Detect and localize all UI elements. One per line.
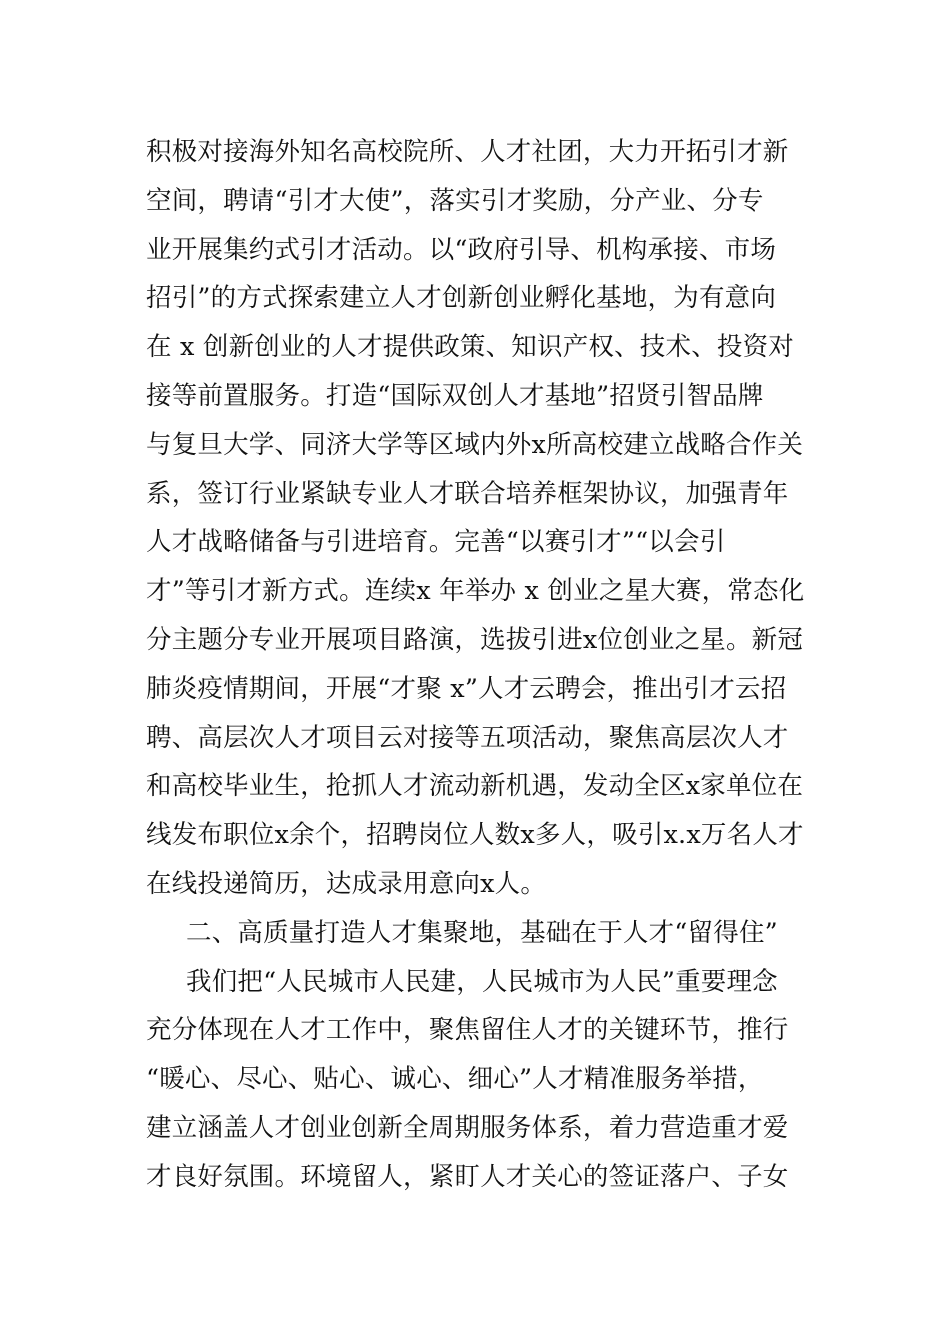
paragraph-1-line-4: 招引”的方式探索建立人才创新创业孵化基地，为有意向: [146, 283, 777, 314]
paragraph-1-line-14: 和高校毕业生，抢抓人才流动新机遇，发动全区x家单位在: [146, 771, 804, 802]
paragraph-1-line-13: 聘、高层次人才项目云对接等五项活动，聚焦高层次人才: [146, 722, 789, 753]
paragraph-1-line-11: 分主题分专业开展项目路演，选拔引进x位创业之星。新冠: [146, 624, 804, 655]
paragraph-1-line-5: 在 x 创新创业的人才提供政策、知识产权、技术、投资对: [146, 332, 794, 363]
paragraph-2-line-1: 我们把“人民城市人民建，人民城市为人民”重要理念: [186, 966, 778, 997]
paragraph-1-line-16: 在线投递简历，达成录用意向x人。: [146, 868, 547, 899]
paragraph-2-line-4: 建立涵盖人才创业创新全周期服务体系，着力营造重才爱: [146, 1112, 789, 1143]
section-heading: 二、高质量打造人才集聚地，基础在于人才“留得住”: [186, 917, 778, 948]
paragraph-2-line-3: “暖心、尽心、贴心、诚心、细心”人才精准服务举措，: [146, 1064, 764, 1095]
paragraph-1-line-2: 空间，聘请“引才大使”，落实引才奖励，分产业、分专: [146, 185, 764, 216]
paragraph-1-line-8: 系，签订行业紧缺专业人才联合培养框架协议，加强青年: [146, 478, 789, 509]
paragraph-1-line-1: 积极对接海外知名高校院所、人才社团，大力开拓引才新: [146, 137, 789, 167]
paragraph-1-line-6: 接等前置服务。打造“国际双创人才基地”招贤引智品牌: [146, 380, 764, 411]
paragraph-1-line-15: 线发布职位x余个，招聘岗位人数x多人，吸引x.x万名人才: [146, 820, 804, 851]
paragraph-1-line-12: 肺炎疫情期间，开展“才聚 x”人才云聘会，推出引才云招: [146, 673, 787, 704]
paragraph-2-line-2: 充分体现在人才工作中，聚焦留住人才的关键环节，推行: [146, 1015, 789, 1046]
paragraph-1-line-7: 与复旦大学、同济大学等区域内外x所高校建立战略合作关: [146, 429, 804, 460]
paragraph-1-line-10: 才”等引才新方式。连续x 年举办 x 创业之星大赛，常态化: [146, 576, 805, 607]
paragraph-2-line-5: 才良好氛围。环境留人，紧盯人才关心的签证落户、子女: [146, 1161, 789, 1192]
document-body: [146, 128, 808, 1202]
paragraph-1-line-9: 人才战略储备与引进培育。完善“以赛引才”“以会引: [146, 527, 726, 558]
paragraph-1-line-3: 业开展集约式引才活动。以“政府引导、机构承接、市场: [146, 234, 777, 265]
